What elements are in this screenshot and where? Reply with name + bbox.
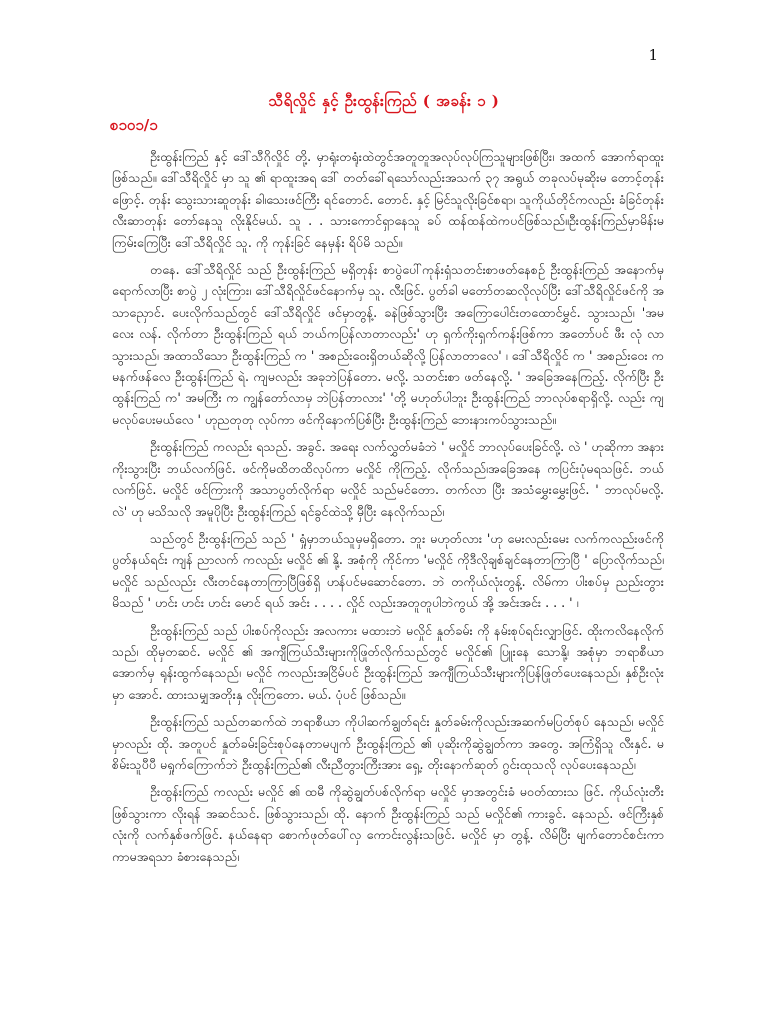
document-title: သီရိလှိုင် နှင့် ဦးထွန်းကြည် ( အခန်း ၁ ) <box>268 92 500 110</box>
paragraph-2: တနေ. ဒေါ်သီရိလှိုင် သည် ဦးထွန်းကြည် မရှိတုန်း စာပွဲပေါ်ကုန်းရှံသတင်းစာဖတ်နေစဉ် ဦးထွန်းကြည် အနောက်မှရောက်လာပြီး စာပွဲ ၂ လုံးကြား၊ ဒေါ်သီရိလှိုင်ဖင်နောက်မှ သူ. လီးဖြင်. ပွတ်ခါ မတော်တဆလိုလုပ်ပြီး ဒေါ်သီရိလှိုင်ဖင်ကို အသာညှောင်. ပေးလိုက်သည်တွင် ဒေါ်သီရိလှိုင် ဖင်မှာတွန့်. ခနဲဖြစ်သွားပြီး အကြောပေါင်းတထောင်မွှင်. သွားသည်၊ 'အမလေး လန်. လိုက်တာ ဦးထွန်းကြည် ရယ် ဘယ်ကပြန်လာတာလည်း' ဟု ရှက်ကိုးရှက်ကန်းဖြစ်ကာ အတော်ပင် ဖီး လုံ လာသွားသည်၊ အထာသိသော ဦးထွန်းကြည် က ' အစည်းဝေးရှိတယ်ဆိုလို့ ပြန်လာတာလေ' ၊ ဒေါ်သီရိလှိုင် က ' အစည်းဝေး က မနက်ဖန်လေ ဦးထွန်းကြည် ရဲ. ကျမလည်း အခုဘဲပြန်တော. မလို့. သတင်းစာ ဖတ်နေလို့. ' အခြေအနေကြည့်. လိုက်ပြီး ဦးထွန်းကြည် က' အမကြီး က ကျွန်တော်လာမှ ဘဲပြန်တာလား' 'တို့ မဟုတ်ပါဘူး ဦးထွန်းကြည် ဘာလုပ်စရာရှိလို့. လည်း ကျမလုပ်ပေးမယ်လေ ' ဟုညတုတု လုပ်ကာ ဖင်ကိုနောက်ပြစ်ပြီး ဦးထွန်းကြည် ဘေးနားကပ်သွားသည်။ <box>112 262 664 427</box>
paragraph-1: ဦးထွန်းကြည် နှင့် ဒေါ်သီဂိုလှိုင် တို့. မှာရုံးတရုံးထဲတွင်အတူတူအလုပ်လုပ်ကြသူများဖြစ်ပြီး၊ အထက် အောက်ရာထူးဖြစ်သည်။ ဒေါ်သီရိလှိုင် မှာ သူ ၏ ရာထူးအရ ဒေါ် တတ်ခေါ်ရသော်လည်းအသက် ၃၇ အရွယ် တခုလပ်မုဆိုးမ တောင့်တုန်းဖြောင့်. တုန်း သွေးသားဆူတုန်း ခါ၊သေးဖင်ကြီး ရင်တောင်. တောင်. နှင့် မြင်သူလိုးခြင်စရာ၊ သူကိုယ်တိုင်ကလည်း ခံခြင်တုန်း လီးဆာတုန်း တော်နေသူ လိုးနိုင်မယ်. သူ . . သားကောင်ရှာနေသူ ခပ် ထန်ထန်ထဲကပင်ဖြစ်သည်။ဦးထွန်းကြည်မှာမိန်းမကြမ်းကြေပြီး ဒေါ်သီရိလှိုင် သူ. ကို ကုန်းခြင် နေမှန်း ရိပ်မိ သည်။ <box>112 149 664 250</box>
paragraph-3: ဦးထွန်းကြည် ကလည်း ရသည်. အခွင်. အရေး လက်လွှတ်မခံဘဲ ' မလှိုင် ဘာလုပ်ပေးခြင်လို့. လဲ ' ဟုဆိုကာ အနားကိုးသွားပြီး ဘယ်လက်ဖြင်. ဖင်ကိုမထိတထိလုပ်ကာ မလှိုင် ကိုကြည့်. လိုက်သည်၊အခြေအနေ ကပြင်းပုံမရသဖြင်. ဘယ်လက်ဖြင်. မလှိုင် ဖင်ကြားကို အသာပွတ်လိုက်ရာ မလှိုင် သည်မင်တော. တက်လာ ပြီး အသံမွှေးမွှေးဖြင်. ' ဘာလုပ်မလို့. လဲ' ဟု မသိသလို အမူပိုပြီး ဦးထွန်းကြည် ရင်ခွင်ထဲသို့ မှီပြီး နေလိုက်သည်၊ <box>112 439 664 519</box>
paragraph-4: သည်တွင် ဦးထွန်းကြည် သည် ' ရှုံမှာဘယ်သူမှမရှိတော. ဘူး မဟုတ်လား 'ဟု မေးလည်းမေး လက်ကလည်းဖင်ကိုပွတ်နယ်ရင်း ကျန် ညာလက် ကလည်း မလှိုင် ၏ နို့. အစုံကို ကိုင်ကာ 'မလှိုင် ကိုဒီလိုချစ်ချင်နေတာကြာပြီ ' ပြောလိုက်သည်၊ မလှိုင် သည်လည်း လီးတင်နေတာကြာပြီဖြစ်ရှိ ဟန်ပင်မဆောင်တော. ဘဲ တကိုယ်လုံးတွန့်. လိမ်ကာ ပါးစပ်မှ ညည်းတွားမိသည် ' ဟင်း ဟင်း ဟင်း မောင် ရယ် အင်း . . . . လှိုင် လည်းအတူတူပါဘဲကွယ် အို့ အင်းအင်း . . . ' ၊ <box>112 530 664 611</box>
document-code: စ၁၀၁/၁ <box>110 116 158 134</box>
paragraph-6: ဦးထွန်းကြည် သည်တဆက်ထဲ ဘရာစီယာ ကိုပါဆက်ချွတ်ရင်း နှုတ်ခမ်းကိုလည်းအဆက်မပြတ်စုပ် နေသည်၊ မလှိုင် မှာလည်း ထို. အတူပင် နှုတ်ခမ်းခြင်းစုပ်နေတာမပျက် ဦးထွန်းကြည် ၏ ပုဆိုးကိုဆွဲချွတ်ကာ အတွေ. အကြံရှိသူ လီးနှင်. မစိမ်းသူပီပီ မရှုက်ကြောက်ဘဲ ဦးထွန်းကြည်၏ လီးညီတွားကြီးအား ရှေ့. တိုးနောက်ဆုတ် ဂွင်းထုသလို လုပ်ပေးနေသည်၊ <box>112 714 664 772</box>
paragraph-5: ဦးထွန်းကြည် သည် ပါးစပ်ကိုလည်း အလကား မထားဘဲ မလှိုင် နှုတ်ခမ်း ကို နမ်းစုပ်ရင်းလျှာဖြင်. ထိုးကလိနေလိုက်သည်၊ ထိုမှတဆင်. မလှိုင် ၏ အကျီကြယ်သီးများကိုဖြုတ်လိုက်သည်တွင် မလှိုင်၏ ပြူးနေ သောနို့၊ အစုံမှာ ဘရာစီယာအောက်မှ ရုန်းထွက်နေသည်၊ မလှိုင် ကလည်းအငြိမ်ပင် ဦးထွန်းကြည် အကျီကြယ်သီးများကိုပြန်ဖြုတ်ပေးနေသည်၊ နှစ်ဦးလုံးမှာ အောင်. ထားသမျှအတိုးနှ လိုးကြတော. မယ်. ပုံပင် ဖြစ်သည်။ <box>112 622 664 702</box>
paragraph-7: ဦးထွန်းကြည် ကလည်း မလှိုင် ၏ ထမီ ကိုဆွဲချွတ်ပစ်လိုက်ရာ မလှိုင် မှာအတွင်းခံ မဝတ်ထားသ ဖြင်. ကိုယ်လုံးတီးဖြစ်သွားကာ လိုးရန် အဆင်သင်. ဖြစ်သွားသည်၊ ထို. နောက် ဦးထွန်းကြည် သည် မလှိုင်၏ ကားခွင်. နေသည်. ဖင်ကြီးနှစ်လုံးကို လက်နှစ်ဖက်ဖြင်. နယ်နေရာ စောက်ဖုတ်ပေါ်လှ ကောင်းလွန်းသဖြင်. မလှိုင် မှာ တွန့်. လိမ်ပြီး မျက်တောင်စင်းကာ ကာမအရသာ ခံစားနေသည်၊ <box>112 784 664 864</box>
body-text <box>112 146 664 1012</box>
page-number: 1 <box>648 46 658 64</box>
